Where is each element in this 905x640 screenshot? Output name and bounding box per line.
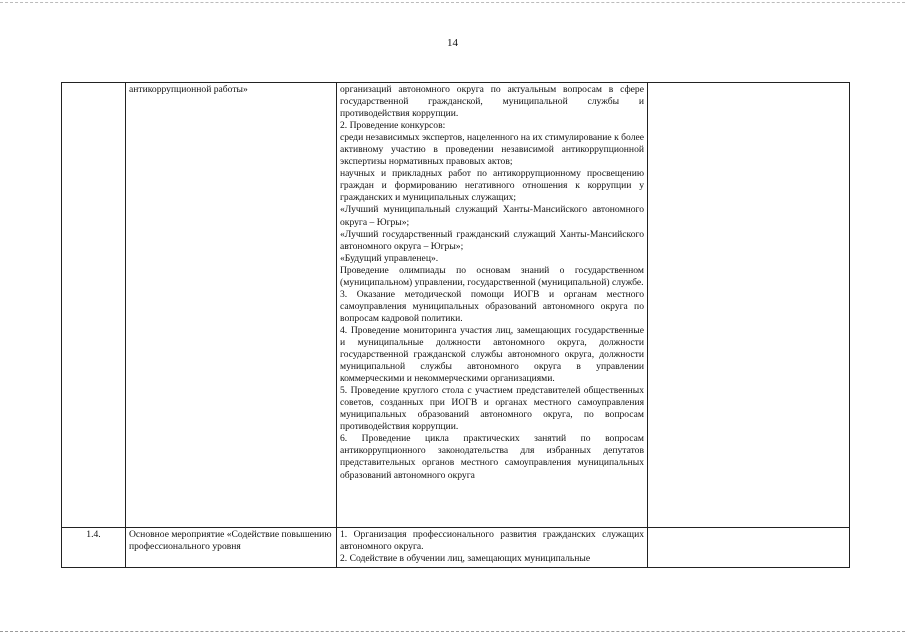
content-paragraph: «Лучший муниципальный служащий Ханты-Мансийского автономного округа – Югры»; xyxy=(340,204,644,228)
page-number: 14 xyxy=(447,37,458,49)
scan-edge-bottom xyxy=(0,631,905,632)
content-paragraph: научных и прикладных работ по антикоррупционному просвещению граждан и формированию негативного отношения к коррупции у гражданских и муниципальных служащих; xyxy=(340,168,644,204)
scan-edge-top xyxy=(0,2,905,3)
content-paragraph: 3. Оказание методической помощи ИОГВ и органам местного самоуправления муниципальных образований автономного округа по вопросам кадровой политики. xyxy=(340,288,644,324)
measures-table xyxy=(61,82,850,568)
content-paragraph: 6. Проведение цикла практических занятий по вопросам антикоррупционного законодательства для избранных депутатов представительных органов местного самоуправления муниципальных образований автономного округа xyxy=(340,433,644,481)
content-paragraph: «Будущий управленец». xyxy=(340,252,439,264)
content-paragraph: 2. Содействие в обучении лиц, замещающих муниципальные xyxy=(340,553,591,565)
content-paragraph: 1. Организация профессионального развития гражданских служащих автономного округа. xyxy=(340,529,644,553)
extra-cell xyxy=(648,528,850,568)
extra-cell xyxy=(648,83,850,528)
table-row xyxy=(62,528,850,568)
table-row xyxy=(62,83,850,528)
measure-content-cell xyxy=(337,83,648,528)
measure-content-cell xyxy=(337,528,648,568)
row-number-cell xyxy=(62,83,126,528)
content-paragraph: «Лучший государственный гражданский служащий Ханты-Мансийского автономного округа – Югры»; xyxy=(340,228,644,252)
measure-name-cell: антикоррупционной работы» xyxy=(126,83,337,528)
content-paragraph: Проведение олимпиады по основам знаний о государственном (муниципальном) управлении, государственной (муниципальной) службе. xyxy=(340,264,644,288)
row-number-cell: 1.4. xyxy=(62,528,126,568)
content-paragraph: 2. Проведение конкурсов: xyxy=(340,120,446,132)
content-paragraph: 4. Проведение мониторинга участия лиц, замещающих государственные и муниципальные должности автономного округа, должности государственной гражданской службы автономного округа, должности муниципальной службы автономного округа в управлении коммерческими и некоммерческими организациями. xyxy=(340,324,644,385)
measure-name-cell: Основное мероприятие «Содействие повышению профессионального уровня xyxy=(126,528,337,568)
content-paragraph: 5. Проведение круглого стола с участием представителей общественных советов, созданных при ИОГВ и органах местного самоуправления муниципальных образований автономного округа, по вопросам противодействия коррупции. xyxy=(340,385,644,433)
content-paragraph: организаций автономного округа по актуальным вопросам в сфере государственной гражданской, муниципальной службы и противодействия коррупции. xyxy=(340,84,644,120)
content-paragraph: среди независимых экспертов, нацеленного на их стимулирование к более активному участию в проведении независимой антикоррупционной экспертизы нормативных правовых актов; xyxy=(340,132,644,168)
